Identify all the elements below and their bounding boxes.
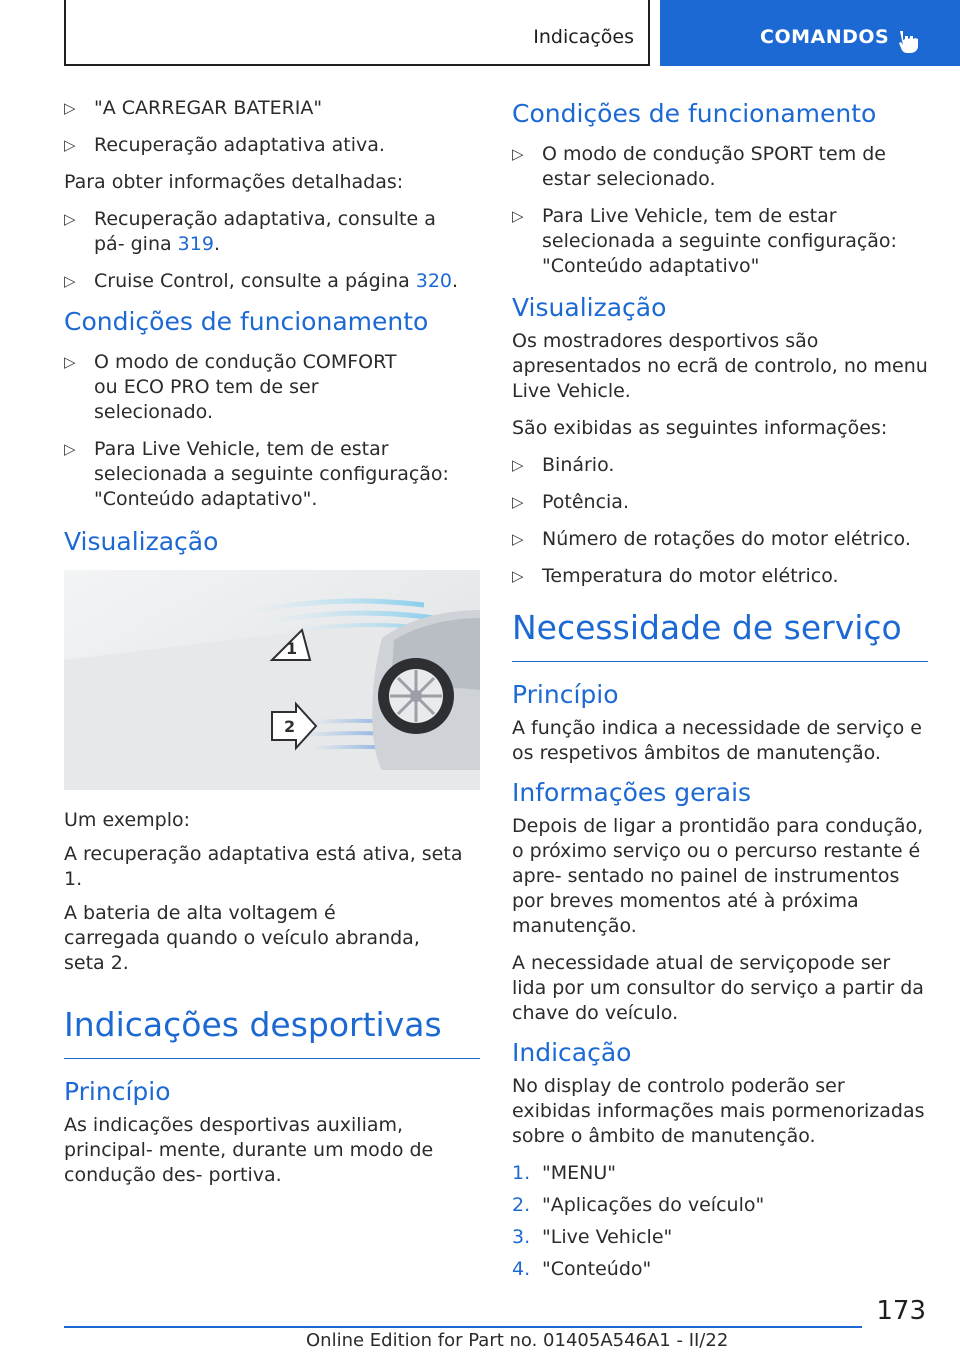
- header-chapter-title: COMANDOS: [760, 26, 890, 48]
- pointing-hand-icon: [896, 28, 922, 54]
- footer-divider: [64, 1326, 862, 1328]
- list-item: ▷ Temperatura do motor elétrico.: [512, 565, 839, 587]
- list-item: ▷ Recuperação adaptativa, consulte a pá‐ gina 319.: [64, 208, 436, 255]
- chapter-heading-sport: Indicações desportivas: [64, 1004, 480, 1059]
- list-item: 3. "Live Vehicle": [512, 1226, 673, 1248]
- chapter-heading-service: Necessidade de serviço: [512, 607, 928, 662]
- list-item: ▷ Potência.: [512, 491, 629, 513]
- list-item: ▷ Para Live Vehicle, tem de estar selecionada a seguinte configuração: "Conteúdo adaptativo".: [64, 438, 449, 510]
- section-heading-service-principle: Princípio: [512, 680, 619, 709]
- triangle-bullet-icon: ▷: [512, 145, 524, 163]
- section-heading-conditions: Condições de funcionamento: [64, 307, 429, 336]
- section-heading-conditions-sport: Condições de funcionamento: [512, 99, 877, 128]
- list-item: ▷ Recuperação adaptativa ativa.: [64, 134, 385, 156]
- step-number: 1.: [512, 1162, 531, 1184]
- visualization-intro: São exibidas as seguintes informações:: [512, 417, 888, 439]
- list-item: ▷ O modo de condução SPORT tem de estar selecionado.: [512, 143, 886, 190]
- step-number: 3.: [512, 1226, 531, 1248]
- step-number: 4.: [512, 1258, 531, 1280]
- info-list: [64, 207, 480, 294]
- triangle-bullet-icon: ▷: [512, 530, 524, 548]
- menu-steps-list: [512, 1161, 928, 1282]
- section-heading-visualization: Visualização: [64, 527, 219, 556]
- visualization-text: Os mostradores desportivos são apresentados no ecrã de controlo, no menu Live Vehicle.: [512, 330, 928, 402]
- recuperation-illustration: [64, 570, 480, 790]
- triangle-bullet-icon: ▷: [64, 210, 76, 228]
- conditions-list: [64, 350, 480, 512]
- section-heading-general-info: Informações gerais: [512, 778, 752, 807]
- triangle-bullet-icon: ▷: [512, 493, 524, 511]
- list-item: ▷ Para Live Vehicle, tem de estar selecionada a seguinte configuração: "Conteúdo adaptativo": [512, 205, 897, 277]
- page-number: 173: [876, 1296, 926, 1326]
- display-text: No display de controlo poderão ser exibidas informações mais pormenorizadas sobre o âmbito de manutenção.: [512, 1075, 925, 1147]
- list-item: ▷ Binário.: [512, 454, 615, 476]
- header-chapter-tab: [660, 0, 960, 66]
- displayed-info-list: [512, 453, 928, 589]
- left-column: [64, 96, 480, 1200]
- general-info-text-1: Depois de ligar a prontidão para condução, o próximo serviço ou o percurso restante é apre‐ sentado no painel de instrumentos por breves momentos até à próxima manutenção.: [512, 815, 924, 937]
- example-text-2: A bateria de alta voltagem é carregada quando o veículo abranda, seta 2.: [64, 902, 420, 974]
- triangle-bullet-icon: ▷: [64, 353, 76, 371]
- triangle-bullet-icon: ▷: [512, 207, 524, 225]
- example-text-1: A recuperação adaptativa está ativa, seta 1.: [64, 843, 463, 890]
- arrow-label-2: 2: [284, 717, 296, 736]
- example-label: Um exemplo:: [64, 809, 191, 831]
- list-item: ▷ Cruise Control, consulte a página 320.: [64, 270, 459, 292]
- arrow-label-1: 1: [286, 639, 298, 658]
- service-principle-text: A função indica a necessidade de serviço e os respetivos âmbitos de manutenção.: [512, 717, 922, 764]
- right-column: [512, 96, 928, 1289]
- triangle-bullet-icon: ▷: [64, 440, 76, 458]
- triangle-bullet-icon: ▷: [512, 456, 524, 474]
- triangle-bullet-icon: ▷: [64, 99, 76, 117]
- list-item: ▷ "A CARREGAR BATERIA": [64, 97, 323, 119]
- header-section-title: Indicações: [533, 26, 634, 48]
- page-link-319[interactable]: 319: [177, 233, 214, 255]
- header-section-box: [64, 0, 650, 66]
- step-number: 2.: [512, 1194, 531, 1216]
- page-link-320[interactable]: 320: [415, 270, 453, 292]
- triangle-bullet-icon: ▷: [64, 272, 76, 290]
- list-item: 1. "MENU": [512, 1162, 616, 1184]
- list-item: ▷ Número de rotações do motor elétrico.: [512, 528, 911, 550]
- principle-text: As indicações desportivas auxiliam, principal‐ mente, durante um modo de condução des‐ portiva.: [64, 1114, 434, 1186]
- section-heading-visualization-sport: Visualização: [512, 293, 667, 322]
- section-heading-display: Indicação: [512, 1038, 632, 1067]
- general-info-text-2: A necessidade atual de serviçopode ser lida por um consultor do serviço a partir da chave do veículo.: [512, 952, 924, 1024]
- status-list: [64, 96, 480, 158]
- car-wheel-illustration: [64, 570, 480, 790]
- list-item: 4. "Conteúdo": [512, 1258, 652, 1280]
- list-item: ▷ O modo de condução COMFORT ou ECO PRO tem de ser selecionado.: [64, 351, 397, 423]
- footer-edition: Online Edition for Part no. 01405A546A1 - II/22: [306, 1330, 729, 1351]
- triangle-bullet-icon: ▷: [512, 567, 524, 585]
- triangle-bullet-icon: ▷: [64, 136, 76, 154]
- sport-conditions-list: [512, 142, 928, 279]
- info-intro: Para obter informações detalhadas:: [64, 171, 404, 193]
- list-item: 2. "Aplicações do veículo": [512, 1194, 765, 1216]
- section-heading-principle: Princípio: [64, 1077, 171, 1106]
